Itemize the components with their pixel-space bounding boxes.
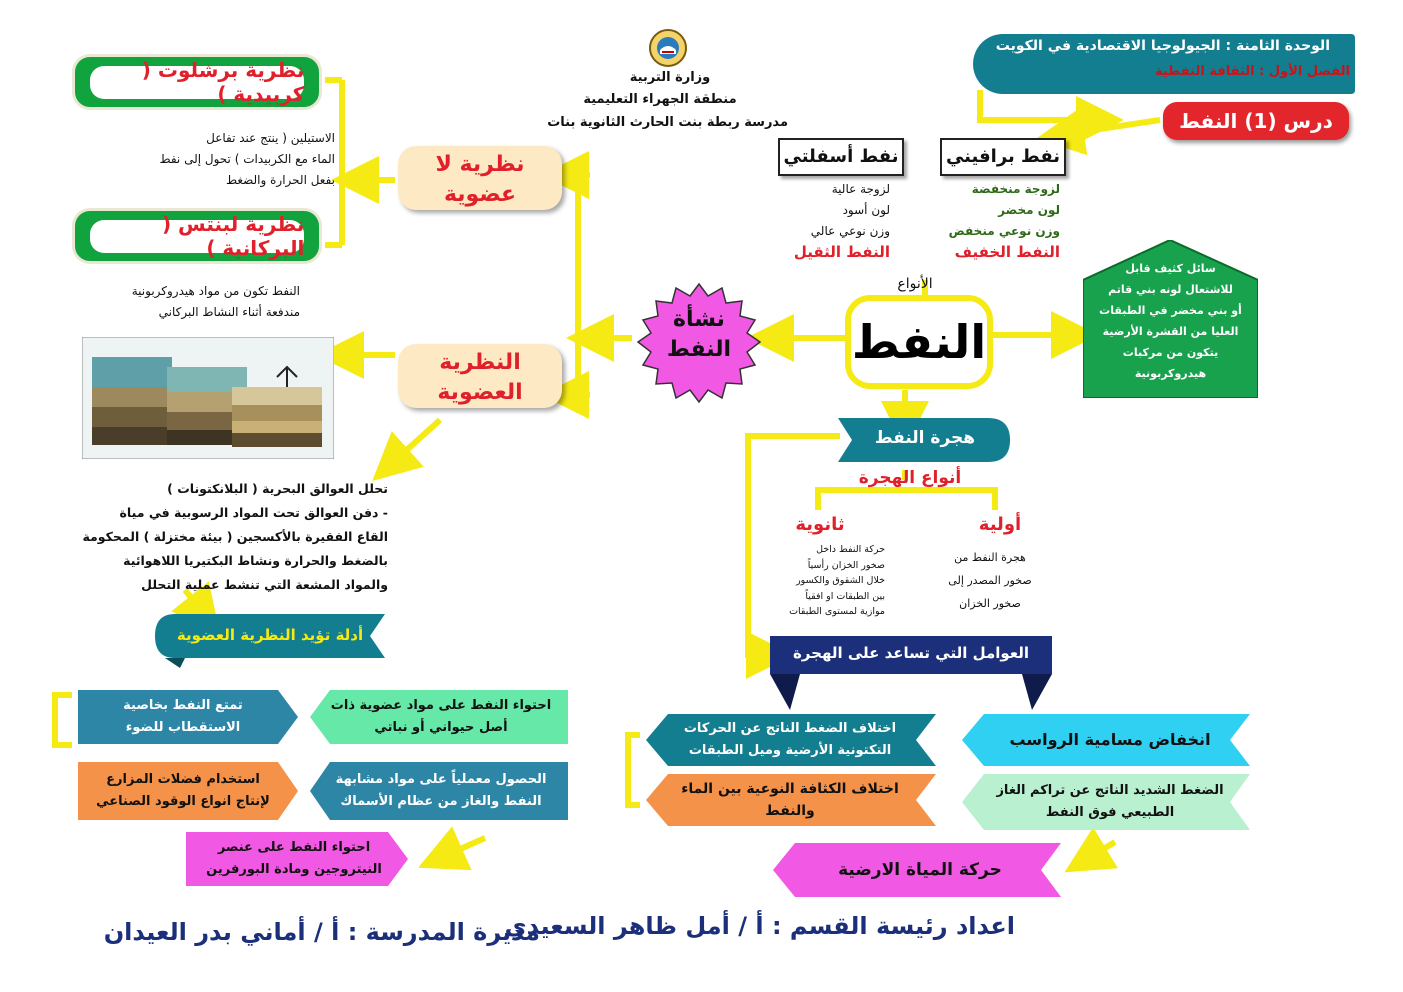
definition-line-1: سائل كثيف قابل (1125, 262, 1216, 275)
asphalt-prop-1: لزوجة عالية (831, 182, 890, 196)
organic-desc-2: - دفن العوالق تحت المواد الرسوبية في مياة (119, 505, 388, 520)
evidence-4: استخدام فضلات المزارع لإنتاج انواع الوقود الصناعي (96, 772, 270, 809)
asphalt-prop-2: لون أسود (842, 203, 890, 217)
sediment-layers-image (82, 337, 334, 459)
types-label: الأنواع (897, 276, 933, 292)
central-oil-node (848, 298, 990, 386)
organic-desc-4: بالضغط والحرارة ونشاط البكتيريا اللاهوائية (123, 553, 388, 568)
inorganic-theory-box: نظرية لا عضوية (398, 146, 562, 210)
secondary-desc-5: موازية لمستوى الطبقات (789, 606, 885, 617)
secondary-migration-title: ثانوية (795, 514, 845, 535)
secondary-desc-1: حركة النفط داخل (816, 544, 885, 555)
lemery-desc (70, 281, 300, 323)
organic-desc (82, 477, 388, 597)
school-principal: مديرة المدرسة : أ / أماني بدر العيدان (103, 918, 540, 946)
organic-theory-box: النظرية العضوية (398, 344, 562, 408)
school-name: مدرسة ربطة بنت الحارث الثانوية بنات (547, 115, 788, 130)
chapter-title: الفصل الأول : الثقافة النفطية (1154, 64, 1350, 79)
organic-desc-1: تحلل العوالق البحرية ( البلانكتونات ) (167, 481, 388, 496)
evidence-3: الحصول معملياً على مواد مشابهة النفط والغاز من عظام الأسماك (335, 772, 547, 809)
asphalt-oil-label: نفط أسفلتي (783, 146, 899, 167)
secondary-desc-4: بين الطبقات او افقياً (805, 590, 885, 602)
factor-2: اختلاف الضغط الناتج عن الحركات التكتونية الأرضية وميل الطبقات (683, 721, 897, 758)
lesson-title: درس (1) النفط (1163, 102, 1349, 140)
migration-title: هجرة النفط (874, 428, 976, 448)
unit-title: الوحدة الثامنة : الجيولوجيا الاقتصادية في الكويت (995, 38, 1330, 54)
berthelot-desc-1: الاستيلين ( ينتج عند تفاعل (206, 131, 335, 145)
factor-5: حركة المياة الارضية (838, 860, 1002, 880)
evidence-1: احتواء النفط على مواد عضوية ذات أصل حيواني أو نباتي (330, 698, 552, 735)
evidence-2: تمتع النفط بخاصية الاستقطاب للضوء (123, 698, 243, 735)
berthelot-desc (110, 128, 335, 191)
ministry-name: وزارة التربية (629, 70, 711, 85)
lemery-theory-label: نظرية لبنتس ( البركانية ) (90, 220, 305, 253)
definition-line-6: هيدروكربونية (1134, 367, 1207, 380)
asphalt-oil-box (778, 138, 904, 176)
berthelot-theory-box (72, 54, 322, 110)
secondary-desc-3: خلال الشقوق والكسور (796, 575, 885, 586)
oil-definition (1088, 258, 1253, 384)
lemery-theory-box (72, 208, 322, 264)
heavy-oil-label: النفط الثقيل (793, 243, 890, 261)
factor-4: اختلاف الكثافة النوعية بين الماء والنفط (681, 781, 899, 819)
primary-desc-2: صخور المصدر إلى (948, 574, 1032, 587)
origin-label: نشأة النفط (666, 307, 732, 362)
secondary-desc-2: صخور الخزان رأسياً (807, 559, 885, 571)
primary-migration-title: أولية (978, 514, 1022, 535)
central-oil-title: النفط (851, 315, 987, 369)
paraffin-oil-box (940, 138, 1066, 176)
prepared-by: اعداد رئيسة القسم : أ / أمل ظاهر السعيدي (504, 912, 1015, 940)
factor-1: انخفاض مسامية الرواسب (1009, 730, 1211, 749)
primary-desc-3: صخور الخزان (959, 597, 1021, 610)
berthelot-desc-3: بفعل الحرارة والضغط (225, 173, 335, 187)
paraffin-prop-1: لزوجة منخفضة (971, 182, 1060, 196)
paraffin-prop-3: وزن نوعي منخفض (948, 224, 1060, 238)
lemery-desc-1: النفط تكون من مواد هيدروكربونية (131, 284, 300, 298)
primary-migration-desc (930, 546, 1050, 615)
definition-line-4: العليا من القشرة الأرضية (1102, 325, 1239, 338)
district-name: منطقة الجهراء التعليمية (583, 92, 737, 107)
asphalt-prop-3: وزن نوعي عالي (810, 224, 890, 238)
primary-desc-1: هجرة النفط من (954, 551, 1026, 564)
berthelot-desc-2: الماء مع الكربيدات ) تحول إلى نفط (159, 152, 335, 166)
evidence-5: احتواء النفط على عنصر النيتروجين ومادة البورفرين (206, 840, 382, 877)
factor-3: الضغط الشديد الناتج عن تراكم الغاز الطبيعي فوق النفط (996, 783, 1224, 820)
definition-line-5: يتكون من مركبات (1122, 346, 1219, 359)
lemery-desc-2: مندفعة أثناء النشاط البركاني (158, 305, 300, 319)
definition-line-3: أو بني مخضر في الطبقات (1099, 304, 1242, 317)
evidence-title: أدلة تؤيد النظرية العضوية (176, 626, 364, 644)
berthelot-theory-label: نظرية برشلوت ( كربيدية ) (90, 66, 305, 99)
organic-desc-3: القاع الفقيرة بالأكسجين ( بيئة مختزلة ) المحكومة (82, 529, 388, 544)
organic-desc-5: والمواد المشعة التي تنشط عملية التحلل (141, 577, 388, 592)
migration-types-title: أنواع الهجرة (858, 468, 962, 488)
light-oil-label: النفط الخفيف (954, 243, 1060, 261)
definition-line-2: للاشتعال لونه بني قاتم (1108, 283, 1233, 296)
paraffin-oil-label: نفط برافيني (945, 146, 1061, 167)
secondary-migration-desc (755, 542, 885, 620)
paraffin-prop-2: لون مخضر (998, 203, 1060, 217)
factors-title: العوامل التي تساعد على الهجرة (792, 644, 1030, 662)
